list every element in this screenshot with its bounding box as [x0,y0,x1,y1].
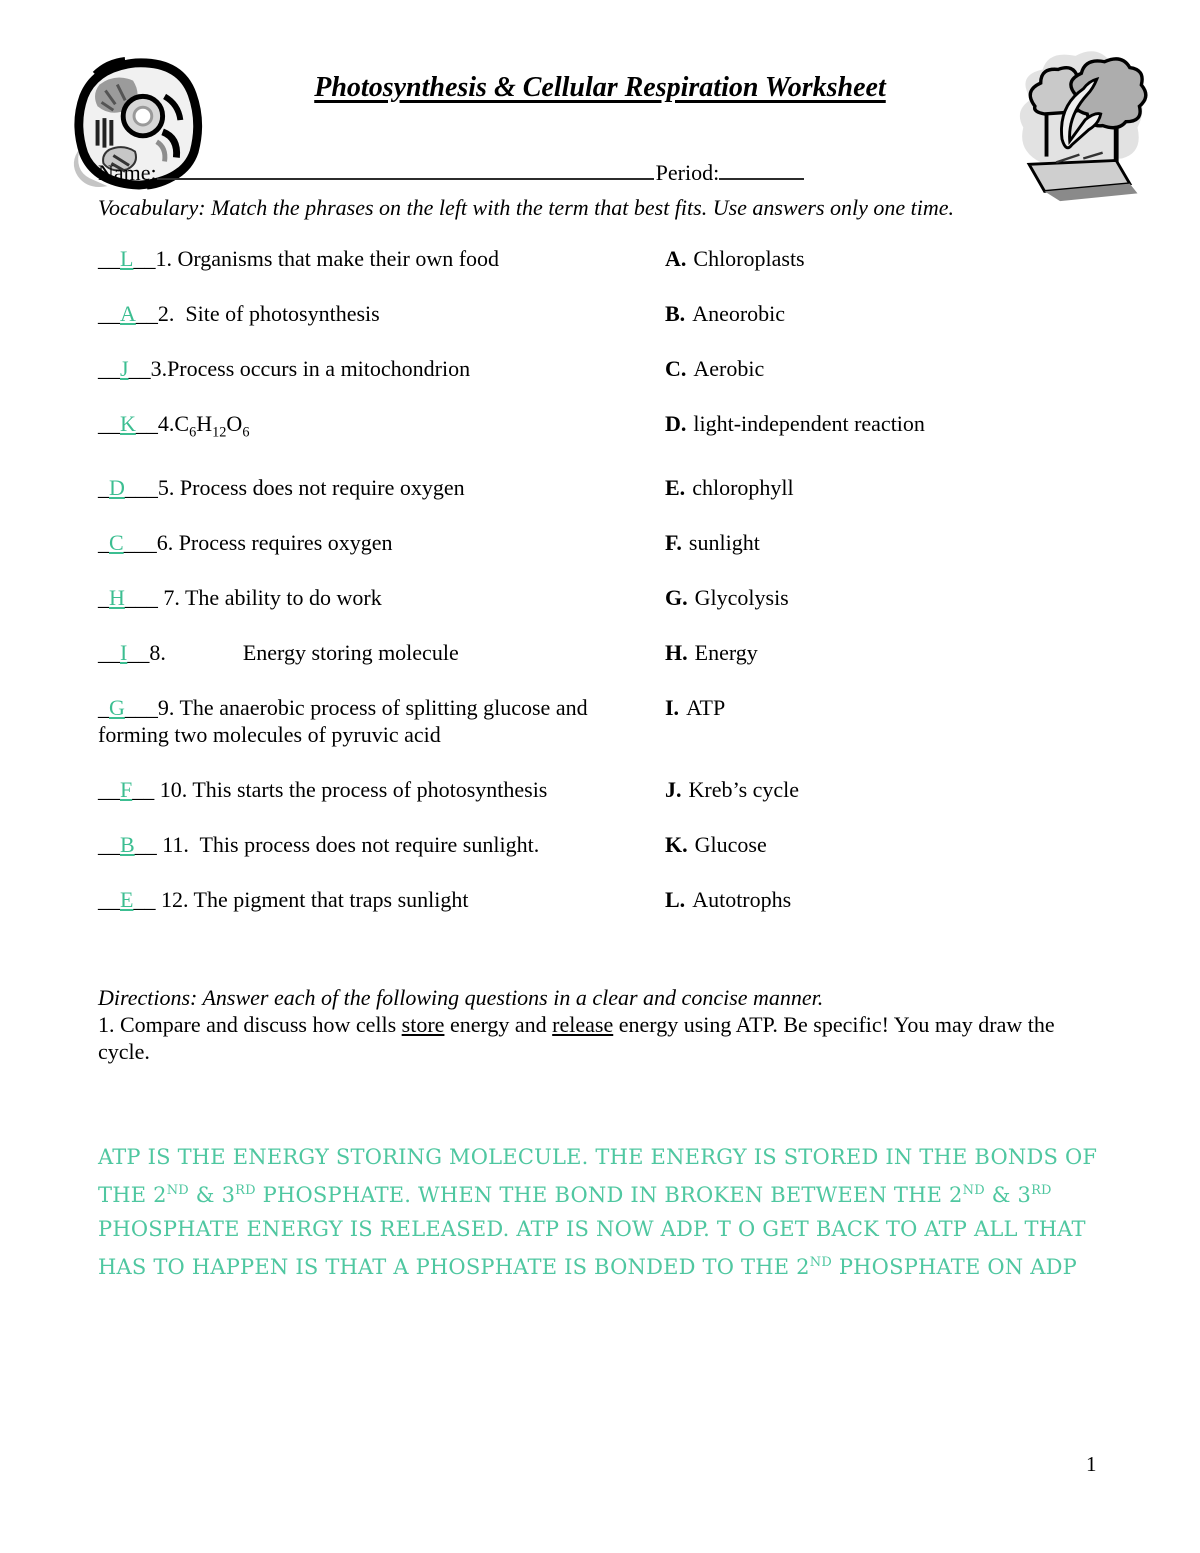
term-text: sunlight [688,530,760,556]
matching-clue: __I__8. Energy storing molecule [98,640,459,666]
term-letter: H. [665,640,688,666]
term-text: ATP [686,695,726,721]
name-label: Name: [98,160,157,185]
term-text: light-independent reaction [693,411,925,436]
question-1: 1. Compare and discuss how cells store energy and release energy using ATP. Be specific! You may draw the cycle. [98,1012,1055,1065]
matching-clue: __F__ 10. This starts the process of photosynthesis [98,777,548,803]
matching-row [98,410,1103,446]
name-blank-line [157,158,654,180]
matching-clue: _H___ 7. The ability to do work [98,585,382,611]
term-text: Autotrophs [692,887,792,913]
matching-row [98,245,1103,272]
term-letter: A. [665,246,687,271]
term-letter: K. [665,832,688,858]
page-title: Photosynthesis & Cellular Respiration Worksheet [314,72,886,103]
term-text: Aerobic [693,356,765,381]
term-letter: I. [665,695,680,721]
page-number: 1 [1086,1452,1097,1476]
matching-row [98,355,1103,382]
question-1-answer: ATP IS THE ENERGY STORING MOLECULE. THE ENERGY IS STORED IN THE BONDS OF THE 2ND & 3RD PHOSPHATE. WHEN THE BOND IN BROKEN BETWEEN THE 2ND & 3RD PHOSPHATE ENERGY IS RELEASED. ATP IS NOW ADP. T O GET BACK TO ATP ALL THAT HAS TO HAPPEN IS THAT A PHOSPHATE IS BONDED TO THE 2ND PHOSPHATE ON ADP [98,1145,1098,1280]
matching-row [98,831,1103,858]
matching-row [98,300,1103,327]
matching-row [98,639,1103,666]
matching-clue: _C___6. Process requires oxygen [98,530,393,556]
term-letter: C. [665,356,687,381]
matching-term [665,300,1103,327]
term-text: Glucose [694,832,767,858]
matching-clue: __A__2. Site of photosynthesis [98,301,380,326]
directions-text: Directions: Answer each of the following questions in a clear and concise manner. [98,985,824,1011]
matching-term [665,776,1103,803]
matching-term [665,831,1103,858]
term-letter: B. [665,301,686,326]
term-text: Glycolysis [694,585,789,611]
matching-list [98,245,1103,913]
name-period-row [98,158,1103,186]
term-text: Aneorobic [692,301,786,326]
period-label: Period: [655,160,720,185]
matching-term [665,529,1103,556]
term-text: chlorophyll [692,475,794,501]
matching-row [98,776,1103,803]
matching-term [665,355,1103,382]
matching-clue: $\_\_K\_\_4.C_6H_{12}O_6$ [98,411,250,441]
matching-row [98,474,1103,501]
period-blank-line [719,158,804,180]
term-letter: L. [665,887,686,913]
matching-term [665,694,1103,721]
matching-clue: __E__ 12. The pigment that traps sunlight [98,887,469,913]
term-letter: F. [665,530,682,556]
matching-row [98,529,1103,556]
matching-row [98,694,1103,748]
matching-term [665,886,1103,913]
matching-row [98,886,1103,913]
term-text: Energy [694,640,758,666]
worksheet-body [98,158,1103,1284]
matching-term [665,245,1103,272]
vocabulary-instructions: Vocabulary: Match the phrases on the left with the term that best fits. Use answers only one time. [98,195,955,220]
matching-row [98,584,1103,611]
matching-term [665,639,1103,666]
term-text: Kreb’s cycle [688,777,800,803]
matching-clue: _D___5. Process does not require oxygen [98,475,465,501]
matching-clue: __B__ 11. This process does not require sunlight. [98,832,540,858]
term-letter: G. [665,585,688,611]
matching-clue: _G___9. The anaerobic process of splitting glucose and forming two molecules of pyruvic acid [98,695,594,748]
term-text: Chloroplasts [693,246,805,271]
matching-term [665,474,1103,501]
matching-clue: __J__3.Process occurs in a mitochondrion [98,356,471,381]
matching-term [665,410,1103,437]
term-letter: E. [665,475,686,501]
term-letter: J. [665,777,682,803]
matching-term [665,584,1103,611]
matching-clue: __L__1. Organisms that make their own food [98,246,500,271]
term-letter: D. [665,411,687,436]
